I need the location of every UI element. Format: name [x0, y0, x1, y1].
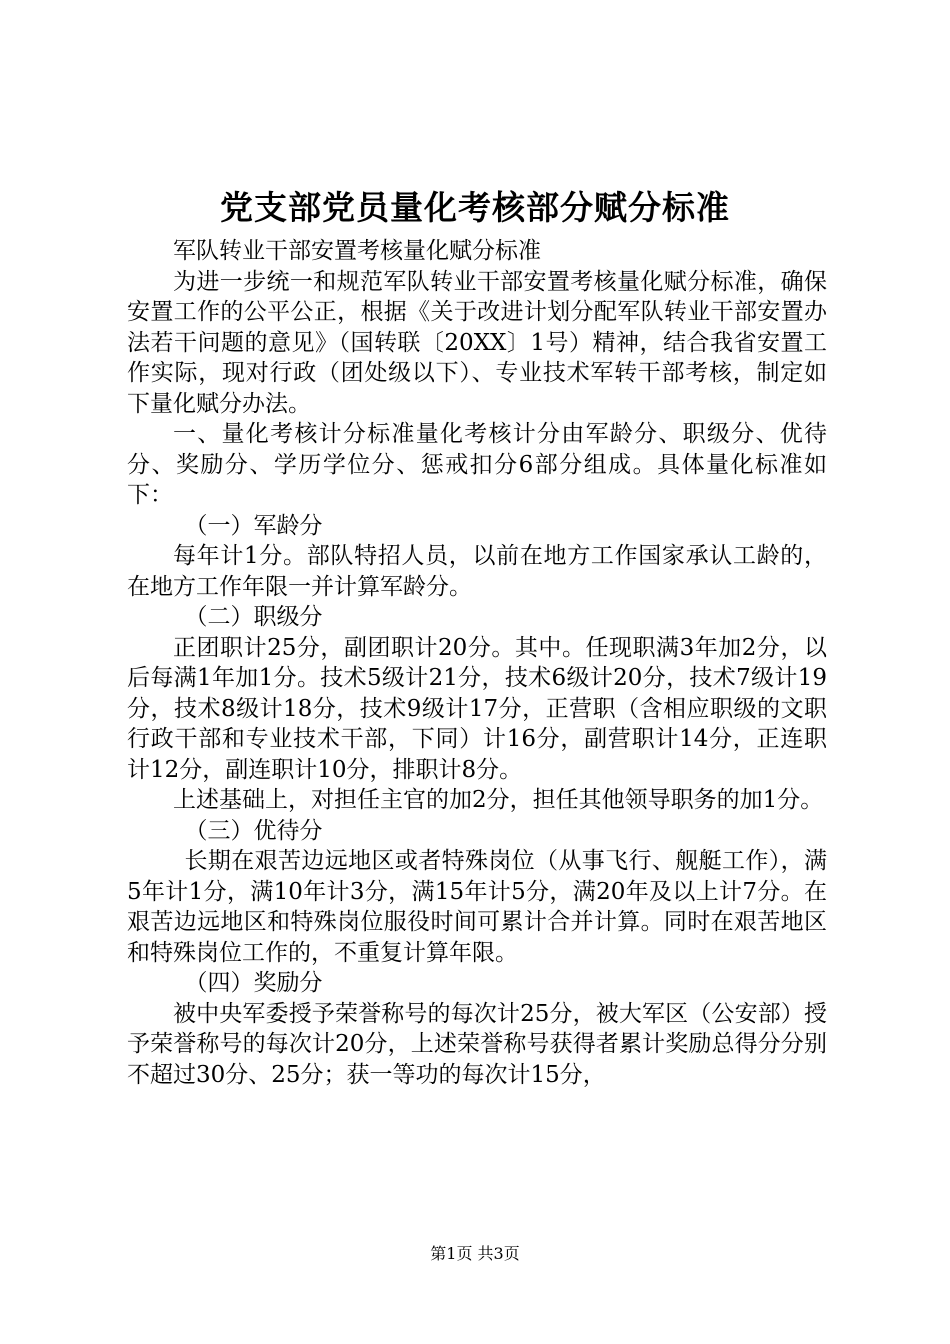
document-body [127, 236, 827, 1090]
page-footer: 第1页 共3页 [430, 1244, 520, 1263]
heading-preferential: （三）优待分 [184, 817, 323, 844]
heading-reward: （四）奖励分 [184, 970, 323, 996]
paragraph-section-1: 一、量化考核计分标准量化考核计分由军龄分、职级分、优待分、奖励分、学历学位分、惩戒扣分6部分组成。具体量化标准如下： [127, 421, 827, 508]
document-title: 党支部党员量化考核部分赋分标准 [220, 188, 730, 227]
paragraph-intro: 为进一步统一和规范军队转业干部安置考核量化赋分标准，确保安置工作的公平公正，根据《关于改进计划分配军队转业干部安置办法若干问题的意见》（国转联〔20XX〕1号）精神，结合我省安置工作实际，现对行政（团处级以下）、专业技术军转干部考核，制定如下量化赋分办法。 [127, 268, 827, 417]
paragraph-preferential: 长期在艰苦边远地区或者特殊岗位（从事飞行、舰艇工作），满5年计1分，满10年计3分，满15年计5分，满20年及以上计7分。在艰苦边远地区和特殊岗位服役时间可累计合并计算。同时在艰苦地区和特殊岗位工作的，不重复计算年限。 [127, 848, 827, 966]
paragraph-subtitle: 军队转业干部安置考核量化赋分标准 [173, 238, 541, 264]
paragraph-rank-extra: 上述基础上，对担任主官的加2分，担任其他领导职务的加1分。 [173, 787, 824, 813]
paragraph-reward: 被中央军委授予荣誉称号的每次计25分，被大军区（公安部）授予荣誉称号的每次计20分，上述荣誉称号获得者累计奖励总得分分别不超过30分、25分；获一等功的每次计15分， [127, 1000, 827, 1088]
heading-military-age: （一）军龄分 [184, 512, 323, 539]
paragraph-rank: 正团职计25分，副团职计20分。其中。任现职满3年加2分，以后每满1年加1分。技术5级计21分，技术6级计20分，技术7级计19分，技术8级计18分，技术9级计17分，正营职（含相应职级的文职行政干部和专业技术干部，下同）计16分，副营职计14分，正连职计12分，副连职计10分，排职计8分。 [127, 634, 827, 783]
paragraph-military-age: 每年计1分。部队特招人员，以前在地方工作国家承认工龄的，在地方工作年限一并计算军龄分。 [127, 543, 827, 600]
heading-rank: （二）职级分 [184, 604, 323, 630]
